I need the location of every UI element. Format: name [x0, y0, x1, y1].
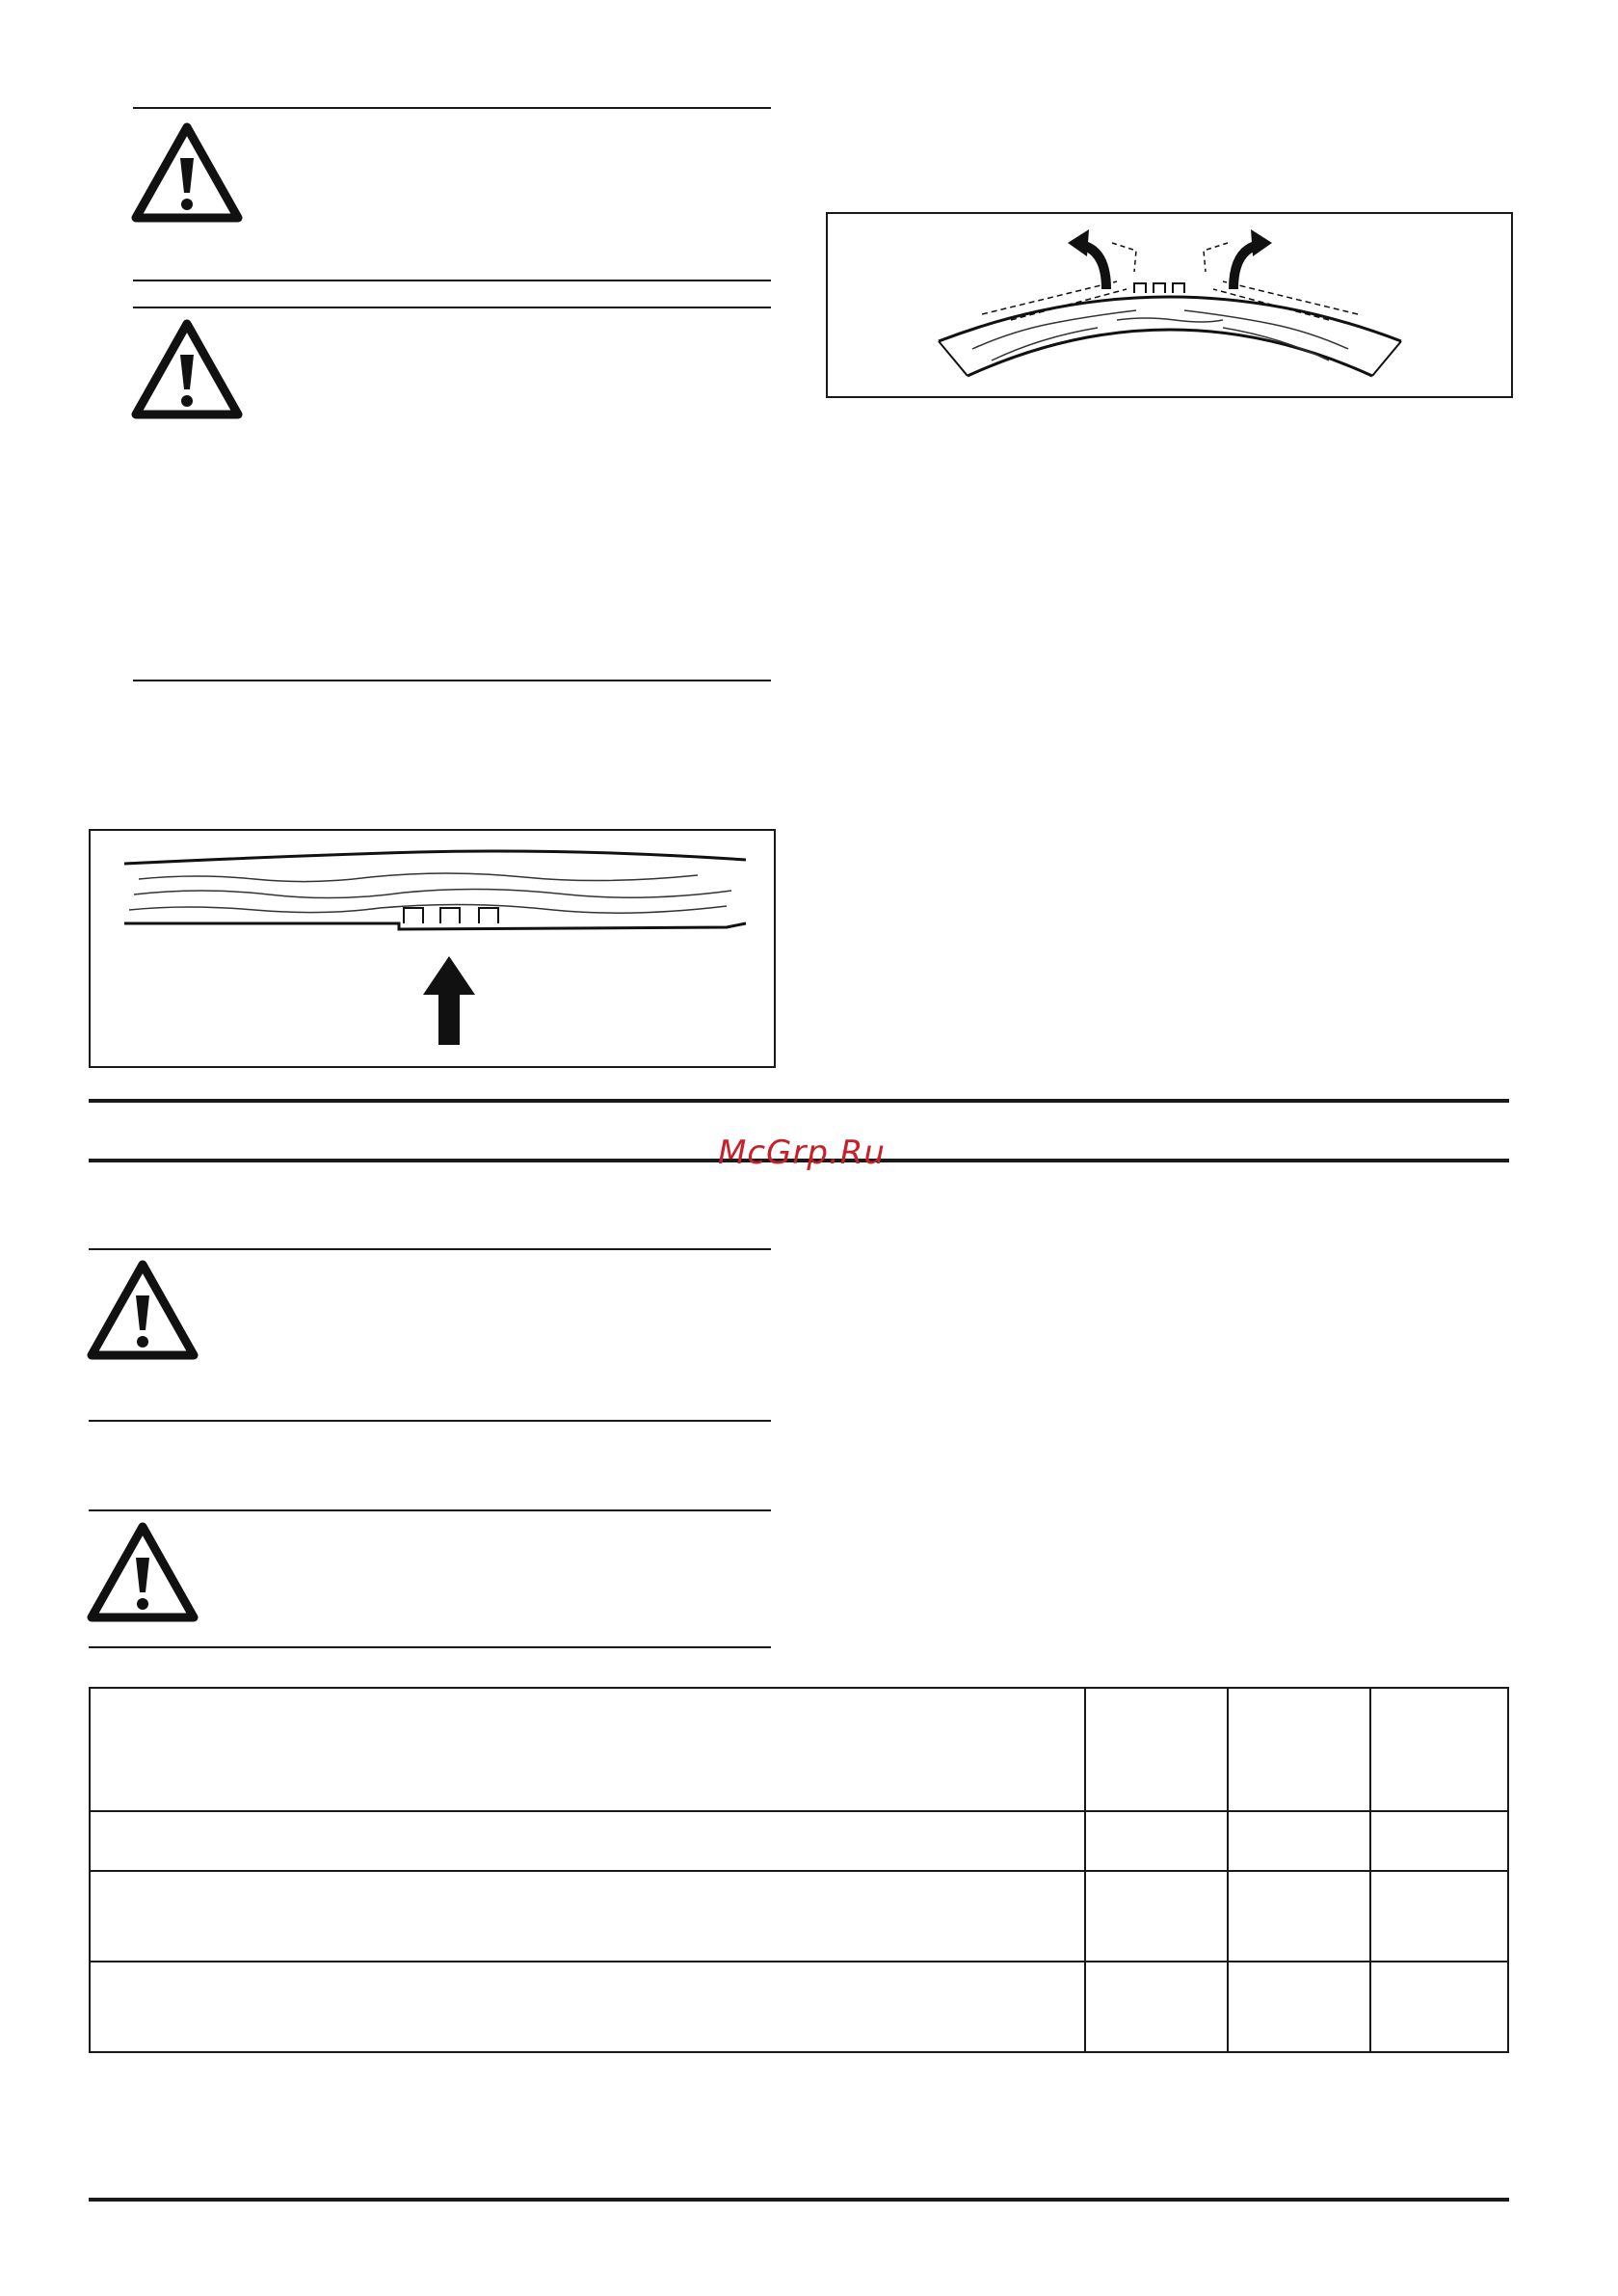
table-cell [1370, 1688, 1508, 1811]
table-cell [1228, 1962, 1370, 2052]
warning-top-rule-2 [133, 307, 771, 308]
table-cell [90, 1811, 1085, 1871]
warning-bottom-rule-3 [89, 1420, 771, 1422]
curved-arrow-icon [1064, 226, 1122, 293]
table-header-row [90, 1688, 1508, 1811]
table-cell [1228, 1871, 1370, 1962]
table-cell [1085, 1871, 1228, 1962]
table-cell [1228, 1811, 1370, 1871]
table-cell [1370, 1811, 1508, 1871]
table-cell [1228, 1688, 1370, 1811]
table-cell [90, 1962, 1085, 2052]
warning-triangle-icon [86, 1521, 199, 1623]
curved-arrow-icon [1218, 226, 1276, 293]
table-row [90, 1811, 1508, 1871]
bent-log-figure [826, 212, 1513, 398]
warning-triangle-icon [86, 1259, 199, 1361]
maintenance-table [89, 1687, 1509, 2053]
warning-top-rule-4 [89, 1509, 771, 1511]
footer-rule [89, 2198, 1509, 2202]
straight-log-figure [89, 829, 776, 1068]
watermark: McGrp.Ru [718, 1134, 886, 1172]
table-cell [1370, 1962, 1508, 2052]
warning-bottom-rule-1 [133, 280, 771, 281]
table-row [90, 1871, 1508, 1962]
table-cell [1370, 1871, 1508, 1962]
table-cell [1085, 1811, 1228, 1871]
table-cell [90, 1871, 1085, 1962]
table-cell [1085, 1962, 1228, 2052]
table-cell [90, 1688, 1085, 1811]
warning-top-rule-3 [89, 1248, 771, 1250]
warning-bottom-rule-2 [133, 680, 771, 681]
warning-top-rule-1 [133, 107, 771, 109]
table-row [90, 1962, 1508, 2052]
up-arrow-icon [421, 954, 477, 1047]
table-cell [1085, 1688, 1228, 1811]
warning-triangle-icon [130, 318, 244, 420]
warning-triangle-icon [130, 121, 244, 224]
warning-bottom-rule-4 [89, 1646, 771, 1648]
section-rule-top [89, 1099, 1509, 1103]
